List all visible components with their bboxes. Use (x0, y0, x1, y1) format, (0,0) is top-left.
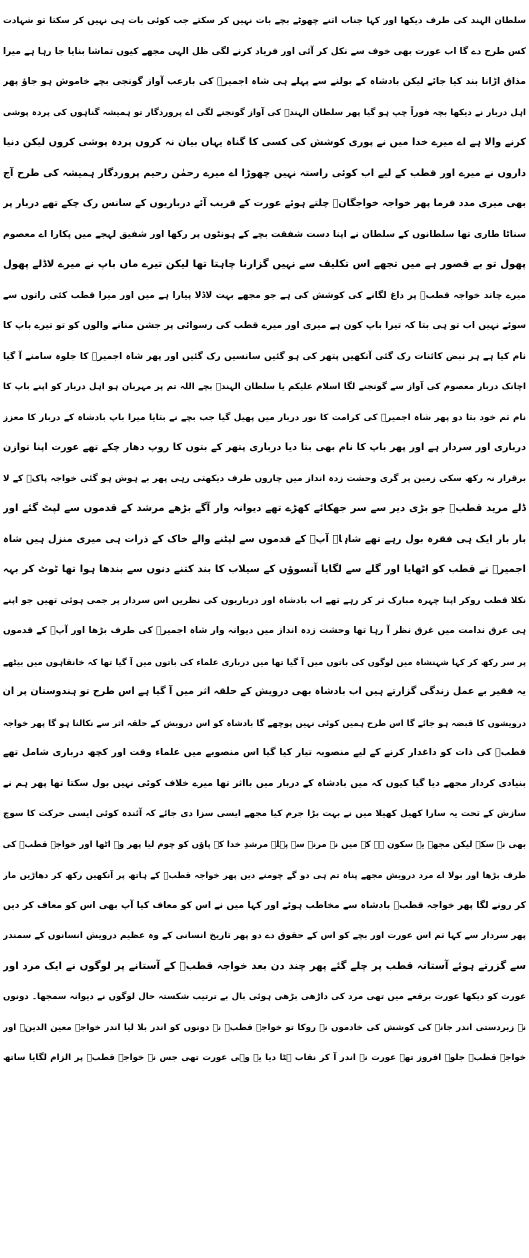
text-line: داروں نے میرے اور قطب کے لیے اب کوئی راستہ نہیں چھوڑا اے میرے رحمٰن رحیم پروردگار ہمیشہ کی طرح آج (3, 167, 526, 179)
text-line: نے زبردستی اندر جانے کی کوشش کی خادموں نے روکا تو خواجہ قطبؒ نے دونوں کو اندر بلا لیا اندر خواجہ معین الدینؒ اور (3, 1022, 526, 1033)
text-line: قطبؒ کی ذات کو داغدار کرنے کے لیے منصوبہ تیار کیا گیا اس منصوبے میں علماء وقت اور کچھ درباری شامل تھے (3, 747, 526, 758)
text-line: طرف بڑھا اور بولا اے مرد درویش مجھے پناہ تم ہی دو گے چومنے دیں پھر خواجہ قطبؒ کے ہاتھ پر آنکھیں رکھ کر دھاڑیں مار (3, 870, 526, 880)
text-line: پر سر رکھ کر کہا شہنشاہ میں لوگوں کی باتوں میں آ گیا تھا میں درباری علماء کی باتوں میں آ گیا تھا کہ خانقاہوں میں بیٹھے (3, 656, 526, 667)
text-line: اہل دربار نے دیکھا بچہ فوراً چپ ہو گیا پھر سلطان الہندؒ کی آواز گونجنے لگی اے پروردگار تو ہمیشہ گناہوں کی پردہ پوشی (3, 107, 526, 118)
text-line: بھی نہ سکے لیکن مجھے یہ سکون ہے کہ میں نے مرنے سے پہلے مرشدِ خدا کے پاؤں کو چوم لیا پھر وہ اٹھا اور خواجہ قطبؒ کی (3, 839, 526, 850)
text-line: بنیادی کردار مجھے دیا گیا کیوں کہ میں بادشاہ کے دربار میں بااثر تھا میرے خلاف کوئی نہیں بول سکتا تھا پھر ہم نے (3, 777, 526, 789)
text-line: عورت کو دیکھا عورت برقعے میں تھی مرد کی داڑھی بڑھی ہوئی بال بے ترتیب شکستہ حال لوگوں نے دیوانہ سمجھا۔ دونوں (3, 992, 526, 1002)
text-line: برقرار نہ رکھ سکی زمین پر گری وحشت زدہ انداز میں چاروں طرف دیکھتی رہی پھر بے ہوش ہو گئی خواجہ پاکؒ کے لا (3, 473, 526, 484)
text-line: درویشوں کا قبضہ ہو جائے گا اس طرح ہمیں کوئی نہیں پوچھے گا بادشاہ کو اس درویش کے حلقہ اثر سے نکالنا ہو گا پھر خواجہ (3, 717, 526, 728)
text-line: بھی میری مدد فرما پھر خواجہ خواجگانؒ چلتے ہوئے عورت کے قریب آئے درباریوں کے سانس رک چکے تھے دربار پر (3, 198, 526, 209)
text-line: نکلا قطب روکر اپنا چہرہ مبارک تر کر رہے تھے اب بادشاہ اور درباریوں کی نظریں اس سردار پر جمی ہوئی تھیں جو اپنے (3, 595, 526, 606)
text-line: پھر سردار سے کہا تم اس عورت اور بچے کو اس کے حقوق دے دو پھر تاریخ انسانی کے وہ عظیم درویش انسانوں کے سمندر (3, 931, 526, 941)
text-line: ہی عرق ندامت میں غرق نظر آ رہا تھا وحشت زدہ انداز میں دیوانہ وار شاہ اجمیرؒ کی طرف بڑھا اور آپؒ کے قدموں (3, 626, 526, 636)
text-line: نام کیا ہے ہر نبض کائنات رک گئی آنکھیں پتھر کی ہو گئیں سانسیں رک گئیں اور پھر شاہ اجمیرؒ کا جلوہ سامنے آ گیا (3, 351, 526, 362)
text-line: اجمیرؒ نے قطب کو اٹھایا اور گلے سے لگایا آنسوؤں کے سیلاب کا بند کتنے دنوں سے بندھا ہوا تھا ٹوٹ کر بہہ (3, 564, 526, 575)
text-line: مذاق اڑانا بند کیا جائے لیکن بادشاہ کے بولنے سے پہلے ہی شاہ اجمیرؒ کی بارعب آواز گونجی بچے خاموش ہو جاؤ پھر (3, 76, 526, 87)
text-line: میرے چاند خواجہ قطبؒ پر داغ لگانے کی کوشش کی ہے جو مجھے بہت لاڈلا پیارا ہے میں اور میرا قطب کئی راتوں سے (3, 290, 526, 301)
text-line: اچانک دربار معصوم کی آواز سے گونجنے لگا اسلام علیکم یا سلطان الہندؒ بچے اللہ تم پر مہربان ہو اہل دربار کو اپنے باپ کا (3, 382, 526, 392)
text-line: سوئے نہیں اب تو ہی بتا کہ تیرا باپ کون ہے میری اور میرے قطب کی رسوائی پر جشن منانے والوں کو تو تیرے باپ کا (3, 320, 526, 331)
text-line: پھول تو بے قصور ہے میں تجھے اس تکلیف سے نہیں گزارنا چاہتا تھا لیکن تیرے ماں باپ نے میرے لاڈلے پھول (3, 259, 526, 270)
text-line: سازش کے تحت یہ سارا کھیل کھیلا میں نے بہت بڑا جرم کیا مجھے ایسی سزا دی جائے کہ آئندہ کوئی ایسی حرکت کا سوچ (3, 809, 526, 819)
text-line: سناٹا طاری تھا سلطانوں کے سلطان نے اپنا دست شفقت بچے کے ہونٹوں پر رکھا اور شفیق لہجے میں پکارا اے معصوم (3, 228, 526, 240)
text-line: درباری اور سردار ہے اور پھر باپ کا نام بھی بتا دیا درباری پتھر کے بتوں کا روپ دھار چکے تھے عورت اپنا توازن (3, 442, 526, 453)
text-line: ڈلے مرید قطبؒ جو بڑی دیر سے سر جھکائے کھڑے تھے دیوانہ وار آگے بڑھے مرشد کے قدموں سے لپٹ گئے اور (3, 503, 526, 514)
text-line: کر رونے لگا پھر خواجہ قطبؒ بادشاہ سے مخاطب ہوئے اور کہا میں نے اس کو معاف کیا آپ بھی اس کو معاف کر دیں (3, 899, 526, 911)
text-line: بار بار ایک ہی فقرہ بول رہے تھے شاہاؒ آپؒ کے قدموں سے لپٹنے والے خاک کے ذرات ہی میری منزل ہیں شاہ (3, 533, 526, 545)
text-line: سے گزرتے ہوئے آستانہ قطب پر چلے گئے پھر چند دن بعد خواجہ قطبؒ کے آستانے پر لوگوں نے ایک مرد اور (3, 960, 526, 972)
text-line: کرنے والا ہے اے میرے خدا میں نے پوری کوشش کی کسی کا گناہ یہاں بیان نہ کروں پردہ پوشی کروں لیکن دنیا (3, 137, 526, 148)
text-line: یہ فقیر بے عمل زندگی گزارتے ہیں اب بادشاہ بھی درویش کے حلقہ اثر میں آ گیا ہے اس طرح تو ہندوستان پر ان (3, 686, 526, 697)
text-line: خواجہ قطبؒ جلوہ افروز تھے عورت نے اندر آ کر نقاب ہٹا دیا یہ وہی عورت تھی جس نے خواجہ قطبؒ پر الزام لگایا ساتھ (3, 1053, 526, 1063)
text-line: نام تم خود بتا دو پھر شاہ اجمیرؒ کی کرامت کا نور دربار میں پھیل گیا جب بچے نے بتایا میرا باپ بادشاہ کے دربار کا معزز (3, 412, 526, 423)
text-line: کس طرح دے گا اب عورت بھی خوف سے نکل کر آئی اور فریاد کرنے لگی ظل الہی مجھے کیوں تماشا بنایا جا رہا ہے میرا (3, 46, 526, 57)
text-line: سلطان الہند کی طرف دیکھا اور کہا جناب اتنے چھوٹے بچے بات نہیں کر سکتے جب کوئی بات ہی نہیں کر سکتا تو شہادت (3, 16, 526, 26)
